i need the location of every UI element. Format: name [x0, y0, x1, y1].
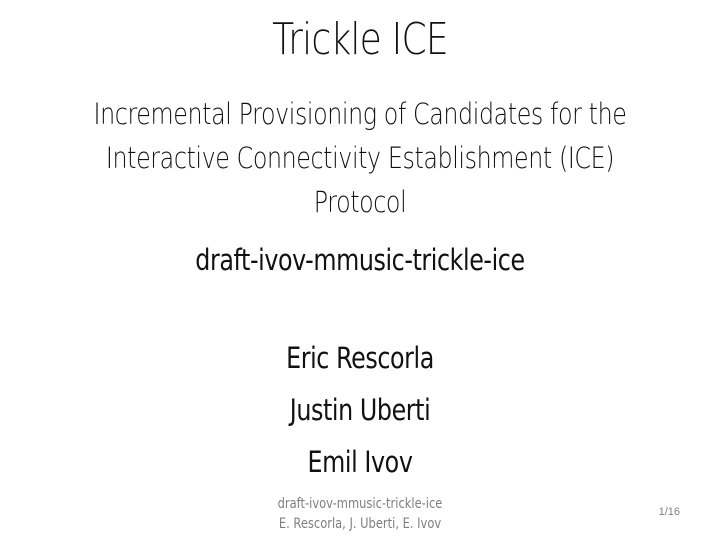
draft-name: draft-ivov-mmusic-trickle-ice	[195, 243, 525, 277]
author-name: Emil Ivov	[307, 445, 413, 479]
author-name: Justin Uberti	[289, 393, 431, 427]
author-list	[0, 332, 720, 488]
footer-draft-name: draft-ivov-mmusic-trickle-ice	[277, 496, 443, 512]
slide-subtitle	[65, 92, 655, 224]
author-name: Eric Rescorla	[286, 341, 434, 375]
footer-authors: E. Rescorla, J. Uberti, E. Ivov	[278, 516, 442, 532]
slide-title: Trickle ICE	[272, 14, 448, 65]
page-number: 1/16	[658, 506, 680, 518]
slide-footer	[65, 494, 655, 534]
subtitle-line: Interactive Connectivity Establishment (ICE) Protocol	[105, 141, 615, 219]
subtitle-line: Incremental Provisioning of Candidates for the	[93, 97, 627, 131]
